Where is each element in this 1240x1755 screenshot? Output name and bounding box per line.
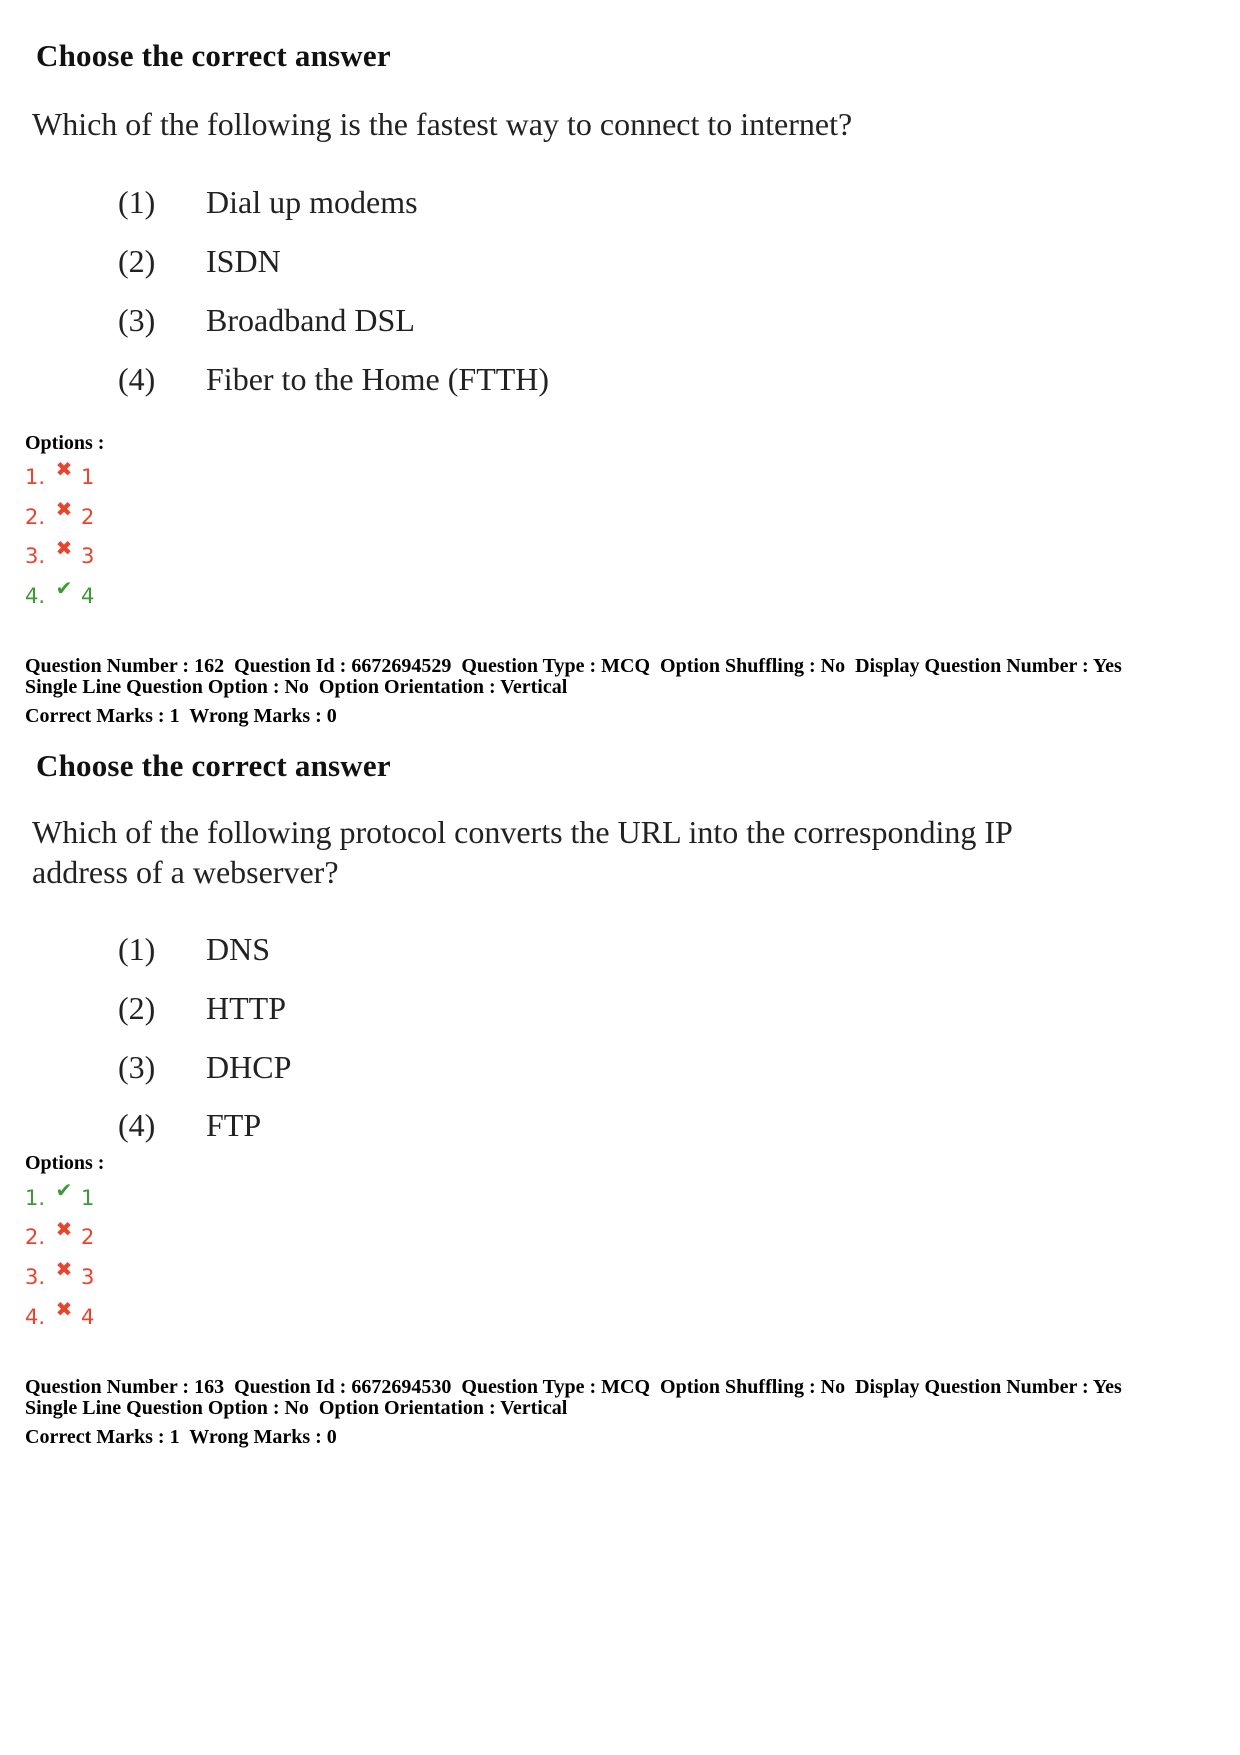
options-label: Options : — [25, 432, 105, 454]
answer-option-row — [25, 1297, 95, 1332]
answer-option-row — [25, 536, 95, 571]
question-meta-line: Single Line Question Option : No Option Orientation : Vertical — [25, 676, 568, 698]
answer-value: 2 — [81, 505, 95, 529]
question-meta-line: Question Number : 163 Question Id : 6672694530 Question Type : MCQ Option Shuffling : No Display Question Number : Yes — [25, 1376, 1122, 1398]
question-option — [118, 931, 270, 968]
marks-line: Correct Marks : 1 Wrong Marks : 0 — [25, 705, 337, 727]
answer-value: 3 — [81, 544, 95, 568]
option-text: Broadband DSL — [206, 302, 415, 338]
option-number: (2) — [118, 243, 156, 279]
options-label: Options : — [25, 1152, 105, 1174]
option-number: (1) — [118, 931, 156, 967]
question-text-line: address of a webserver? — [32, 854, 339, 890]
question-option — [118, 184, 418, 221]
option-text: Dial up modems — [206, 184, 418, 220]
answer-index: 1. — [25, 465, 46, 489]
marks-line: Correct Marks : 1 Wrong Marks : 0 — [25, 1426, 337, 1448]
answer-option-row — [25, 1178, 95, 1213]
answer-value: 4 — [81, 1305, 95, 1329]
question-option — [118, 361, 549, 398]
answer-value: 1 — [81, 1186, 95, 1210]
question-text-line: Which of the following protocol converts the URL into the corresponding IP — [32, 814, 1013, 850]
question-meta-line: Question Number : 162 Question Id : 6672694529 Question Type : MCQ Option Shuffling : No Display Question Number : Yes — [25, 655, 1122, 677]
option-text: DHCP — [206, 1049, 292, 1085]
option-text: ISDN — [206, 243, 281, 279]
answer-option-row — [25, 576, 95, 611]
question-heading: Choose the correct answer — [36, 748, 391, 783]
answer-index: 3. — [25, 544, 46, 568]
cross-icon: ✖ — [55, 1297, 73, 1321]
answer-index: 3. — [25, 1265, 46, 1289]
question-option — [118, 1049, 291, 1086]
question-heading: Choose the correct answer — [36, 38, 391, 73]
answer-index: 2. — [25, 1225, 46, 1249]
answer-value: 3 — [81, 1265, 95, 1289]
option-number: (2) — [118, 990, 156, 1026]
answer-option-row — [25, 497, 95, 532]
cross-icon: ✖ — [55, 536, 73, 560]
question-text: Which of the following is the fastest way to connect to internet? — [32, 106, 853, 142]
question-meta-line: Single Line Question Option : No Option Orientation : Vertical — [25, 1397, 568, 1419]
option-text: HTTP — [206, 990, 286, 1026]
option-text: DNS — [206, 931, 271, 967]
answer-option-row — [25, 1217, 95, 1252]
answer-index: 2. — [25, 505, 46, 529]
answer-option-row — [25, 1257, 95, 1292]
answer-index: 4. — [25, 1305, 46, 1329]
option-number: (1) — [118, 184, 156, 220]
option-text: FTP — [206, 1107, 262, 1143]
check-icon: ✔ — [55, 576, 73, 600]
question-option — [118, 1107, 261, 1144]
answer-value: 2 — [81, 1225, 95, 1249]
answer-value: 4 — [81, 584, 95, 608]
question-option — [118, 302, 415, 339]
option-number: (3) — [118, 302, 156, 338]
question-option — [118, 243, 281, 280]
option-number: (4) — [118, 1107, 156, 1143]
cross-icon: ✖ — [55, 1217, 73, 1241]
option-text: Fiber to the Home (FTTH) — [206, 361, 550, 397]
check-icon: ✔ — [55, 1178, 73, 1202]
cross-icon: ✖ — [55, 457, 73, 481]
cross-icon: ✖ — [55, 1257, 73, 1281]
answer-index: 4. — [25, 584, 46, 608]
answer-option-row — [25, 457, 95, 492]
answer-index: 1. — [25, 1186, 46, 1210]
option-number: (4) — [118, 361, 156, 397]
answer-value: 1 — [81, 465, 95, 489]
option-number: (3) — [118, 1049, 156, 1085]
question-option — [118, 990, 286, 1027]
cross-icon: ✖ — [55, 497, 73, 521]
